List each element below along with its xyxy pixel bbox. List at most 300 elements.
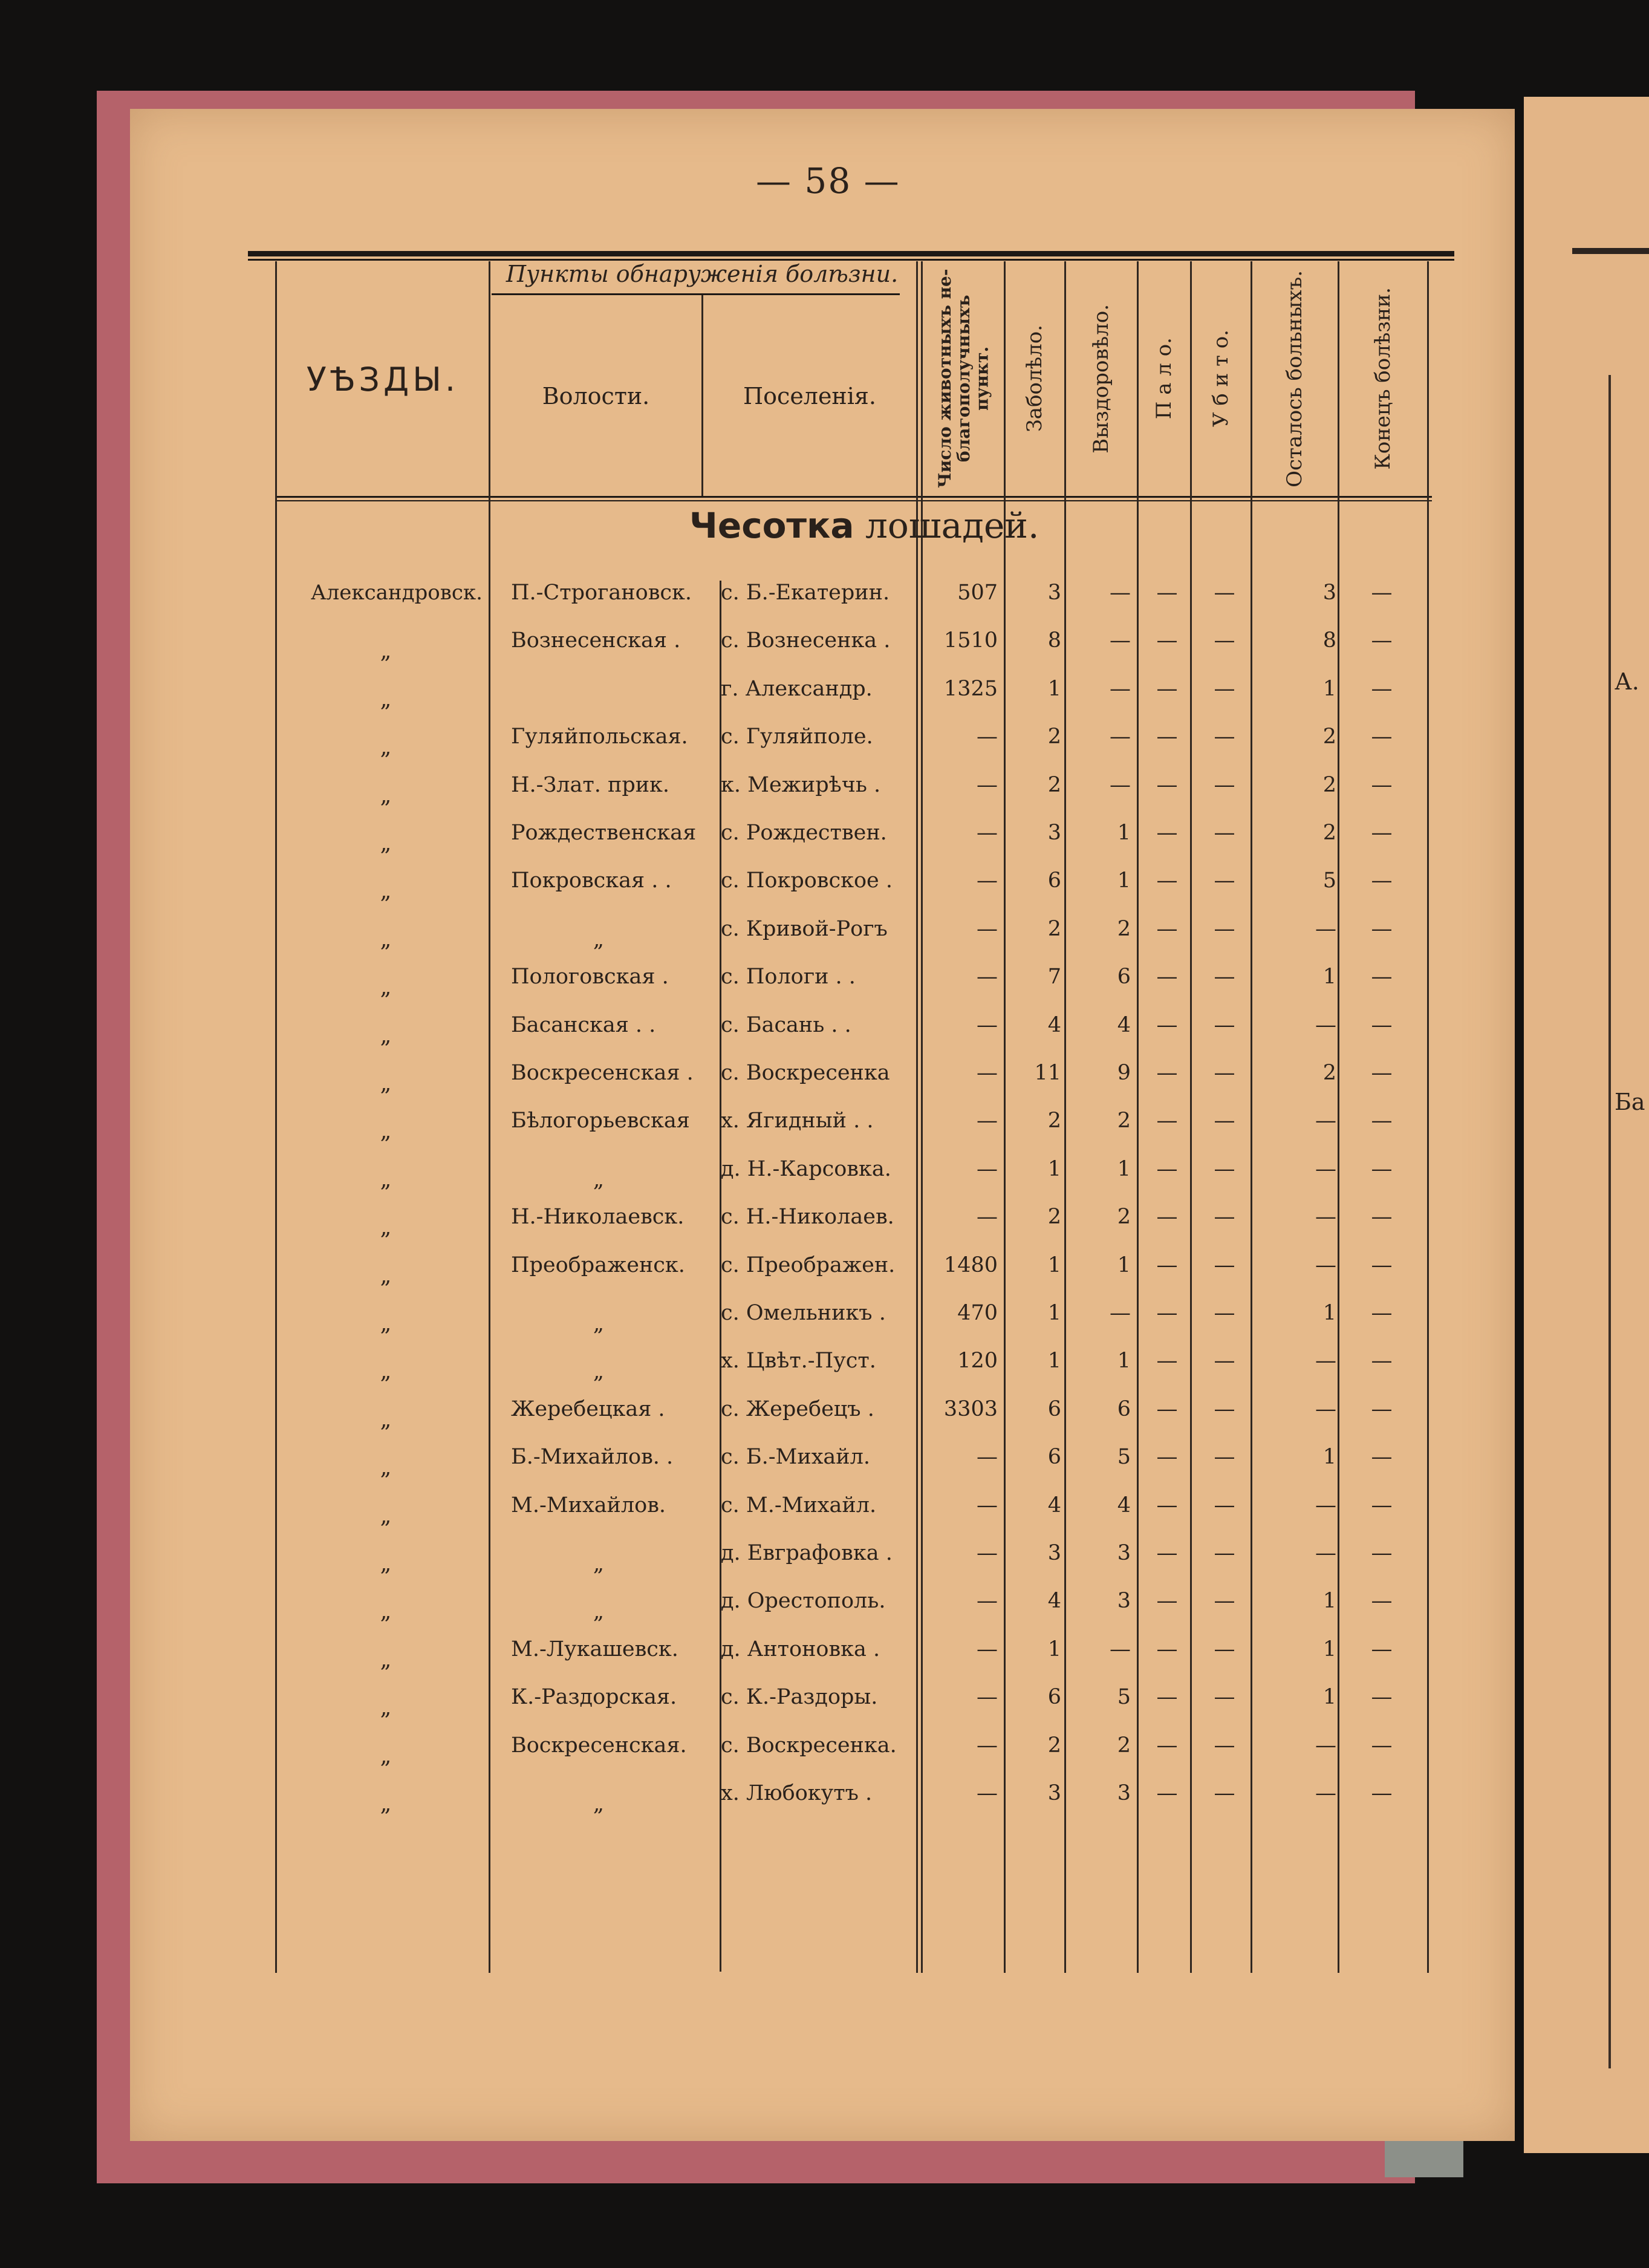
ostalos-cell: — (1315, 1397, 1336, 1421)
volost-cell: „ (593, 1792, 605, 1816)
zabolelo-cell: 1 (1047, 1637, 1061, 1661)
next-page-rule (1572, 248, 1649, 254)
ubito-cell: — (1214, 725, 1235, 749)
vyzdorovelo-cell: 9 (1117, 1061, 1131, 1085)
chislo-cell: — (977, 1061, 998, 1085)
ubito-cell: — (1214, 1061, 1235, 1085)
table-row (0, 1289, 1649, 1337)
ostalos-cell: — (1315, 1493, 1336, 1517)
uezd-cell: „ (380, 1359, 392, 1384)
ostalos-cell: 2 (1322, 773, 1336, 797)
zabolelo-cell: 3 (1047, 1781, 1061, 1805)
volost-cell: Басанская . . (511, 1013, 656, 1037)
volost-cell: Вознесенская . (511, 628, 681, 653)
chislo-cell: — (977, 917, 998, 941)
konets-cell: — (1371, 1589, 1393, 1613)
palo-cell: — (1156, 1637, 1178, 1661)
vyzdorovelo-cell: — (1110, 628, 1131, 653)
poselenie-cell: с. Пологи . . (721, 965, 856, 989)
uezd-cell: „ (380, 1599, 392, 1624)
vyzdorovelo-cell: 2 (1117, 917, 1131, 941)
poselenie-cell: х. Цвѣт.-Пуст. (721, 1349, 876, 1373)
vyzdorovelo-cell: — (1110, 581, 1131, 605)
konets-cell: — (1371, 1541, 1393, 1565)
ubito-cell: — (1214, 677, 1235, 701)
ubito-cell: — (1214, 1589, 1235, 1613)
chislo-cell: — (977, 1541, 998, 1565)
konets-cell: — (1371, 1445, 1393, 1469)
uezd-cell: „ (380, 687, 392, 712)
zabolelo-cell: 4 (1047, 1493, 1061, 1517)
volost-cell: Б.-Михайлов. . (511, 1445, 674, 1469)
palo-cell: — (1156, 1013, 1178, 1037)
chislo-cell: — (977, 1205, 998, 1229)
volost-cell: Рождественская (511, 821, 697, 845)
chislo-cell: 470 (957, 1301, 998, 1325)
palo-cell: — (1156, 1541, 1178, 1565)
header-konets-cell (1339, 261, 1427, 496)
zabolelo-cell: 1 (1047, 1349, 1061, 1373)
section-title-bold: Чесотка (689, 505, 854, 546)
konets-cell: — (1371, 821, 1393, 845)
konets-cell: — (1371, 1061, 1393, 1085)
uezd-cell: „ (380, 1791, 392, 1816)
ubito-cell: — (1214, 1781, 1235, 1805)
palo-cell: — (1156, 1733, 1178, 1758)
poselenie-cell: к. Межирѣчь . (721, 773, 881, 797)
poselenie-cell: с. Н.-Николаев. (721, 1205, 894, 1229)
ostalos-cell: — (1315, 1781, 1336, 1805)
chislo-cell: 1480 (943, 1253, 998, 1277)
poselenie-cell: с. К.-Раздоры. (721, 1685, 878, 1709)
ubito-cell: — (1214, 1109, 1235, 1133)
volost-cell: Покровская . . (511, 868, 672, 893)
volost-cell: Н.-Николаевск. (511, 1205, 685, 1229)
vyzdorovelo-cell: — (1110, 1301, 1131, 1325)
chislo-cell: — (977, 725, 998, 749)
zabolelo-cell: 2 (1047, 773, 1061, 797)
table-row (0, 616, 1649, 665)
palo-cell: — (1156, 1205, 1178, 1229)
header-volosti: Волости. (542, 383, 650, 409)
table-row (0, 905, 1649, 953)
header-ubito: У б и т о. (1208, 330, 1233, 428)
section-title (689, 505, 1039, 546)
palo-cell: — (1156, 1301, 1178, 1325)
konets-cell: — (1371, 1157, 1393, 1181)
table-row (0, 1049, 1649, 1097)
zabolelo-cell: 8 (1047, 628, 1061, 653)
konets-cell: — (1371, 965, 1393, 989)
header-ostalos: Осталось больныхъ. (1282, 270, 1307, 487)
uezd-cell: „ (380, 639, 392, 663)
ubito-cell: — (1214, 773, 1235, 797)
uezd-cell: „ (380, 1119, 392, 1144)
uezd-cell: „ (380, 783, 392, 808)
table-row (0, 856, 1649, 905)
ubito-cell: — (1214, 1253, 1235, 1277)
chislo-cell: — (977, 1493, 998, 1517)
ubito-cell: — (1214, 628, 1235, 653)
konets-cell: — (1371, 628, 1393, 653)
ostalos-cell: 1 (1322, 1589, 1336, 1613)
poselenie-cell: с. Басань . . (721, 1013, 851, 1037)
konets-cell: — (1371, 1397, 1393, 1421)
section-title-rest: лошадей. (865, 505, 1039, 546)
table-row (0, 1337, 1649, 1385)
konets-cell: — (1371, 725, 1393, 749)
table-row (0, 1673, 1649, 1721)
poselenie-cell: х. Любокутъ . (721, 1781, 873, 1805)
table-row (0, 1001, 1649, 1049)
poselenie-cell: д. Орестополь. (721, 1589, 886, 1613)
palo-cell: — (1156, 1157, 1178, 1181)
palo-cell: — (1156, 1781, 1178, 1805)
uezd-cell: „ (380, 1455, 392, 1480)
chislo-cell: — (977, 1781, 998, 1805)
uezd-cell: „ (380, 1071, 392, 1096)
palo-cell: — (1156, 1061, 1178, 1085)
poselenie-cell: с. Преображен. (721, 1253, 896, 1277)
poselenie-cell: с. Омельникъ . (721, 1301, 886, 1325)
uezd-cell: „ (380, 1311, 392, 1336)
vyzdorovelo-cell: 2 (1117, 1205, 1131, 1229)
vyzdorovelo-cell: 6 (1117, 1397, 1131, 1421)
ubito-cell: — (1214, 868, 1235, 893)
ubito-cell: — (1214, 1445, 1235, 1469)
vyzdorovelo-cell: 3 (1117, 1541, 1131, 1565)
vyzdorovelo-cell: 5 (1117, 1685, 1131, 1709)
poselenie-cell: д. Антоновка . (721, 1637, 880, 1661)
uezd-cell: „ (380, 1504, 392, 1528)
table-row (0, 1145, 1649, 1193)
table-row (0, 953, 1649, 1001)
palo-cell: — (1156, 773, 1178, 797)
uezd-cell: „ (380, 1023, 392, 1048)
poselenie-cell: с. Покровское . (721, 868, 893, 893)
ostalos-cell: 2 (1322, 725, 1336, 749)
uezd-cell: „ (380, 879, 392, 904)
ubito-cell: — (1214, 1157, 1235, 1181)
ubito-cell: — (1214, 1493, 1235, 1517)
palo-cell: — (1156, 821, 1178, 845)
table-row (0, 569, 1649, 617)
volost-cell: „ (593, 928, 605, 952)
table-row (0, 1577, 1649, 1625)
uezd-cell: „ (380, 735, 392, 760)
zabolelo-cell: 2 (1047, 725, 1061, 749)
table-row (0, 1625, 1649, 1673)
poselenie-cell: с. Воскресенка (721, 1061, 890, 1085)
zabolelo-cell: 3 (1047, 581, 1061, 605)
poselenie-cell: с. Б.-Екатерин. (721, 581, 890, 605)
poselenie-cell: с. Гуляйполе. (721, 725, 873, 749)
konets-cell: — (1371, 1637, 1393, 1661)
volost-cell: Гуляйпольская. (511, 725, 688, 749)
header-poseleniya: Поселенія. (743, 383, 876, 409)
palo-cell: — (1156, 1349, 1178, 1373)
ostalos-cell: 1 (1322, 1637, 1336, 1661)
table-row (0, 809, 1649, 857)
next-page-fragment: Ба (1615, 1089, 1645, 1115)
header-chislo-cell (923, 261, 1004, 496)
chislo-cell: 1325 (943, 677, 998, 701)
zabolelo-cell: 2 (1047, 917, 1061, 941)
ostalos-cell: 5 (1322, 868, 1336, 893)
chislo-cell: — (977, 868, 998, 893)
volost-cell: Преображенск. (511, 1253, 685, 1277)
konets-cell: — (1371, 1109, 1393, 1133)
ubito-cell: — (1214, 917, 1235, 941)
palo-cell: — (1156, 1493, 1178, 1517)
ostalos-cell: 1 (1322, 965, 1336, 989)
volost-cell (496, 665, 701, 713)
header-zabolelo: Заболѣло. (1022, 325, 1047, 432)
zabolelo-cell: 6 (1047, 1445, 1061, 1469)
ostalos-cell: 1 (1322, 1685, 1336, 1709)
uezd-cell: „ (380, 1647, 392, 1672)
chislo-cell: — (977, 1109, 998, 1133)
chislo-cell: — (977, 1733, 998, 1758)
ostalos-cell: 1 (1322, 1445, 1336, 1469)
palo-cell: — (1156, 677, 1178, 701)
vyzdorovelo-cell: 3 (1117, 1589, 1131, 1613)
zabolelo-cell: 2 (1047, 1109, 1061, 1133)
palo-cell: — (1156, 1253, 1178, 1277)
ostalos-cell: — (1315, 1349, 1336, 1373)
ostalos-cell: — (1315, 1733, 1336, 1758)
zabolelo-cell: 1 (1047, 1253, 1061, 1277)
chislo-cell: — (977, 773, 998, 797)
palo-cell: — (1156, 1685, 1178, 1709)
volost-cell: П.-Строгановск. (511, 581, 692, 605)
header-chislo: Число животныхъ не-благополучныхъ пункт. (935, 269, 992, 489)
zabolelo-cell: 6 (1047, 868, 1061, 893)
punkty-underline (492, 293, 900, 295)
volost-cell: „ (593, 1312, 605, 1336)
table-row (0, 1769, 1649, 1817)
palo-cell: — (1156, 1397, 1178, 1421)
uezd-cell: „ (380, 975, 392, 1000)
zabolelo-cell: 6 (1047, 1685, 1061, 1709)
poselenie-cell: г. Александр. (721, 677, 873, 701)
chislo-cell: — (977, 1157, 998, 1181)
vyzdorovelo-cell: 1 (1117, 1157, 1131, 1181)
zabolelo-cell: 3 (1047, 821, 1061, 845)
uezd-cell: „ (380, 1407, 392, 1432)
uezd-cell: „ (380, 831, 392, 856)
vyzdorovelo-cell: 2 (1117, 1109, 1131, 1133)
konets-cell: — (1371, 1781, 1393, 1805)
chislo-cell: 507 (957, 581, 998, 605)
vyzdorovelo-cell: 1 (1117, 1253, 1131, 1277)
header-ubito-cell (1192, 261, 1251, 496)
vyzdorovelo-cell: 6 (1117, 965, 1131, 989)
chislo-cell: 1510 (943, 628, 998, 653)
konets-cell: — (1371, 868, 1393, 893)
volost-cell: Воскресенская . (511, 1061, 694, 1085)
ostalos-cell: — (1315, 1013, 1336, 1037)
vyzdorovelo-cell: 1 (1117, 821, 1131, 845)
uezd-cell: „ (380, 1215, 392, 1240)
table-row (0, 1385, 1649, 1433)
uezd-cell: „ (380, 1263, 392, 1288)
palo-cell: — (1156, 725, 1178, 749)
page-number: — 58 — (756, 160, 900, 201)
volost-cell: „ (593, 1360, 605, 1384)
palo-cell: — (1156, 628, 1178, 653)
header-zabolelo-cell (1006, 261, 1064, 496)
uezd-cell: „ (380, 1744, 392, 1768)
table-row (0, 1529, 1649, 1577)
vyzdorovelo-cell: — (1110, 773, 1131, 797)
vyzdorovelo-cell: — (1110, 677, 1131, 701)
palo-cell: — (1156, 1445, 1178, 1469)
ubito-cell: — (1214, 1733, 1235, 1758)
table-row (0, 1721, 1649, 1770)
vyzdorovelo-cell: 1 (1117, 1349, 1131, 1373)
konets-cell: — (1371, 1253, 1393, 1277)
ubito-cell: — (1214, 1013, 1235, 1037)
header-uezdy: УѢЗДЫ. (306, 360, 460, 399)
table-row (0, 1193, 1649, 1241)
ubito-cell: — (1214, 1541, 1235, 1565)
chislo-cell: — (977, 1013, 998, 1037)
volost-cell: „ (593, 1168, 605, 1192)
ubito-cell: — (1214, 1349, 1235, 1373)
chislo-cell: — (977, 965, 998, 989)
vyzdorovelo-cell: 1 (1117, 868, 1131, 893)
volost-cell: М.-Лукашевск. (511, 1637, 678, 1661)
poselenie-cell: с. Вознесенка . (721, 628, 891, 653)
zabolelo-cell: 3 (1047, 1541, 1061, 1565)
konets-cell: — (1371, 1685, 1393, 1709)
vyzdorovelo-cell: 2 (1117, 1733, 1131, 1758)
ubito-cell: — (1214, 821, 1235, 845)
chislo-cell: 3303 (943, 1397, 998, 1421)
konets-cell: — (1371, 1205, 1393, 1229)
volost-cell: Воскресенская. (511, 1733, 687, 1758)
uezd-cell: Александровск. (310, 581, 483, 605)
poselenie-cell: с. Кривой-Рогъ (721, 917, 888, 941)
header-konets: Конецъ болѣзни. (1370, 287, 1395, 470)
uezd-cell: „ (380, 1167, 392, 1192)
uezd-cell: „ (380, 927, 392, 952)
ostalos-cell: — (1315, 1205, 1336, 1229)
table-row (0, 1097, 1649, 1145)
zabolelo-cell: 1 (1047, 677, 1061, 701)
uezd-cell: „ (380, 1695, 392, 1720)
palo-cell: — (1156, 581, 1178, 605)
vyzdorovelo-cell: 4 (1117, 1493, 1131, 1517)
poselenie-cell: с. Воскресенка. (721, 1733, 897, 1758)
header-bottom-rule (277, 496, 1432, 498)
konets-cell: — (1371, 917, 1393, 941)
zabolelo-cell: 1 (1047, 1301, 1061, 1325)
header-palo-cell (1139, 261, 1190, 496)
konets-cell: — (1371, 677, 1393, 701)
palo-cell: — (1156, 868, 1178, 893)
ostalos-cell: 2 (1322, 1061, 1336, 1085)
konets-cell: — (1371, 1013, 1393, 1037)
vyzdorovelo-cell: — (1110, 725, 1131, 749)
vyzdorovelo-cell: — (1110, 1637, 1131, 1661)
palo-cell: — (1156, 1109, 1178, 1133)
header-palo: П а л о. (1151, 337, 1176, 420)
chislo-cell: 120 (957, 1349, 998, 1373)
table-row (0, 665, 1649, 713)
poselenie-cell: д. Евграфовка . (721, 1541, 893, 1565)
table-row (0, 1241, 1649, 1289)
poselenie-cell: х. Ягидный . . (721, 1109, 874, 1133)
ostalos-cell: 8 (1322, 628, 1336, 653)
volost-cell: „ (593, 1600, 605, 1624)
vyzdorovelo-cell: 4 (1117, 1013, 1131, 1037)
palo-cell: — (1156, 917, 1178, 941)
ostalos-cell: — (1315, 1541, 1336, 1565)
ostalos-cell: — (1315, 1109, 1336, 1133)
header-ostalos-cell (1252, 261, 1338, 496)
palo-cell: — (1156, 965, 1178, 989)
zabolelo-cell: 7 (1047, 965, 1061, 989)
volost-cell: Пологовская . (511, 965, 669, 989)
header-punkty: Пункты обнаруженія болѣзни. (506, 260, 899, 287)
ubito-cell: — (1214, 581, 1235, 605)
poselenie-cell: с. М.-Михайл. (721, 1493, 877, 1517)
palo-cell: — (1156, 1589, 1178, 1613)
ostalos-cell: — (1315, 917, 1336, 941)
zabolelo-cell: 11 (1034, 1061, 1061, 1085)
zabolelo-cell: 4 (1047, 1013, 1061, 1037)
zabolelo-cell: 4 (1047, 1589, 1061, 1613)
chislo-cell: — (977, 1637, 998, 1661)
ubito-cell: — (1214, 1301, 1235, 1325)
konets-cell: — (1371, 773, 1393, 797)
poselenie-cell: д. Н.-Карсовка. (721, 1157, 891, 1181)
zabolelo-cell: 6 (1047, 1397, 1061, 1421)
vyzdorovelo-cell: 5 (1117, 1445, 1131, 1469)
ostalos-cell: 2 (1322, 821, 1336, 845)
next-page-fragment: А. (1615, 668, 1639, 695)
chislo-cell: — (977, 1589, 998, 1613)
konets-cell: — (1371, 1493, 1393, 1517)
table-row (0, 712, 1649, 761)
poselenie-cell: с. Жеребецъ . (721, 1397, 874, 1421)
chislo-cell: — (977, 1445, 998, 1469)
poselenie-cell: с. Рождествен. (721, 821, 887, 845)
volost-cell: Н.-Злат. прик. (511, 773, 670, 797)
chislo-cell: — (977, 821, 998, 845)
header-vyzdorovelo-cell (1066, 261, 1137, 496)
zabolelo-cell: 1 (1047, 1157, 1061, 1181)
ubito-cell: — (1214, 1685, 1235, 1709)
ubito-cell: — (1214, 1637, 1235, 1661)
konets-cell: — (1371, 581, 1393, 605)
konets-cell: — (1371, 1733, 1393, 1758)
zabolelo-cell: 2 (1047, 1733, 1061, 1758)
ostalos-cell: 1 (1322, 677, 1336, 701)
poselenie-cell: с. Б.-Михайл. (721, 1445, 870, 1469)
konets-cell: — (1371, 1301, 1393, 1325)
ubito-cell: — (1214, 965, 1235, 989)
table-row (0, 1481, 1649, 1530)
ostalos-cell: — (1315, 1253, 1336, 1277)
zabolelo-cell: 2 (1047, 1205, 1061, 1229)
volost-cell: Бѣлогорьевская (511, 1109, 690, 1133)
header-vyzdorovelo: Выздоровѣло. (1088, 304, 1113, 454)
table-row (0, 1433, 1649, 1481)
table-row (0, 761, 1649, 809)
